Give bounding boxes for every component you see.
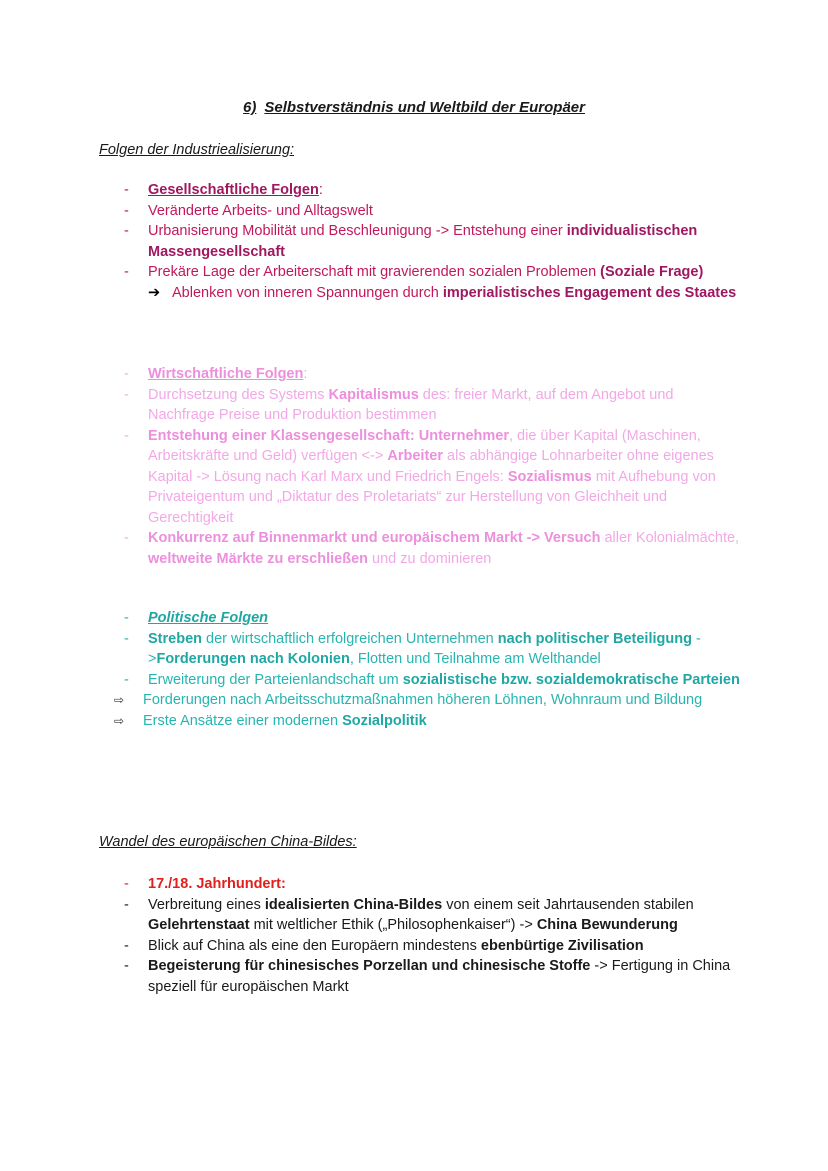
- dash-marker: -: [124, 937, 129, 954]
- dash-marker: -: [124, 264, 129, 280]
- china-heading: Wandel des europäischen China-Bildes:: [99, 834, 357, 850]
- hollow-arrow-icon: ⇨: [114, 693, 125, 707]
- dash-marker: -: [124, 876, 129, 892]
- list-item: [120, 608, 740, 629]
- list-item: - Urbanisierung Mobilität und Beschleunigung -> Entstehung einer individualistischen Massengesellschaft: [124, 223, 698, 260]
- list-item: - Entstehung einer Klassengesellschaft: Unternehmer, die über Kapital (Maschinen, Arbeitskräfte und Geld) verfügen <-> Arbeiter als abhängige Lohnarbeiter ohne eigenes Kapital -> Lösung nach Karl Marx und Friedrich Engels: Sozialismus mit Aufhebung von Privateigentum und „Diktatur des Proletariats“ zur Herstellung von Gleichheit und Gerechtigkeit: [124, 427, 716, 526]
- list-item: - Prekäre Lage der Arbeiterschaft mit gravierenden sozialen Problemen (Soziale Frage): [120, 262, 740, 283]
- china-list: [120, 874, 740, 997]
- list-item: - Veränderte Arbeits- und Alltagswelt: [120, 201, 740, 222]
- dash-marker: -: [124, 610, 129, 626]
- list-item: [120, 874, 740, 895]
- dash-marker: -: [124, 223, 129, 239]
- dash-marker: -: [124, 386, 129, 403]
- list-item: ⇨ Forderungen nach Arbeitsschutzmaßnahmen höheren Löhnen, Wohnraum und Bildung: [114, 690, 740, 711]
- title-text: Selbstverständnis und Weltbild der Europäer: [264, 99, 585, 116]
- century-label: 17./18. Jahrhundert:: [148, 876, 286, 892]
- industrialization-heading: Folgen der Industriealisierung:: [99, 142, 295, 158]
- page-title: [0, 99, 828, 116]
- list-item: - Blick auf China als eine den Europäern mindestens ebenbürtige Zivilisation: [120, 936, 740, 957]
- dash-marker: -: [124, 630, 129, 647]
- list-item: - Verbreitung eines idealisierten China-Bildes von einem seit Jahrtausenden stabilen Gelehrtenstaat mit weltlicher Ethik („Philosophenkaiser“) -> China Bewunderung: [124, 896, 694, 933]
- dash-marker: -: [124, 182, 129, 198]
- list-item: - Begeisterung für chinesisches Porzellan und chinesische Stoffe -> Fertigung in China speziell für europäischen Markt: [124, 958, 731, 995]
- list-item: - Streben der wirtschaftlich erfolgreichen Unternehmen nach politischer Beteiligung ->Forderungen nach Kolonien, Flotten und Teilnahme am Welthandel: [124, 630, 701, 667]
- dash-marker: -: [124, 427, 129, 444]
- dash-marker: -: [124, 530, 129, 546]
- dash-marker: -: [124, 366, 129, 382]
- list-item: ⇨ Erste Ansätze einer modernen Sozialpolitik: [114, 711, 740, 732]
- hollow-arrow-icon: ⇨: [114, 713, 125, 728]
- list-item: - Wirtschaftliche Folgen:: [120, 364, 740, 385]
- arrow-right-icon: ➔: [148, 284, 161, 301]
- list-item: - Erweiterung der Parteienlandschaft um sozialistische bzw. sozialdemokratische Parteien: [120, 670, 740, 691]
- economic-heading: Wirtschaftliche Folgen: [148, 366, 304, 382]
- dash-marker: -: [124, 202, 129, 219]
- list-item: - Durchsetzung des Systems Kapitalismus des: freier Markt, auf dem Angebot und Nachfrage Preise und Produktion bestimmen: [124, 386, 674, 423]
- list-item: - Konkurrenz auf Binnenmarkt und europäischem Markt -> Versuch aller Kolonialmächte, weltweite Märkte zu erschließen und zu dominieren: [124, 530, 740, 567]
- social-consequences-list: [120, 180, 740, 303]
- dash-marker: -: [124, 896, 129, 913]
- social-heading: Gesellschaftliche Folgen: [148, 182, 319, 198]
- list-item: - Gesellschaftliche Folgen:: [120, 180, 740, 201]
- title-number: 6): [243, 99, 257, 116]
- dash-marker: -: [124, 671, 129, 688]
- political-heading: Politische Folgen: [148, 610, 269, 626]
- political-consequences-list: [114, 608, 740, 731]
- dash-marker: -: [124, 958, 129, 974]
- list-item: ➔ Ablenken von inneren Spannungen durch imperialistisches Engagement des Staates: [148, 283, 740, 304]
- economic-consequences-list: [120, 364, 740, 569]
